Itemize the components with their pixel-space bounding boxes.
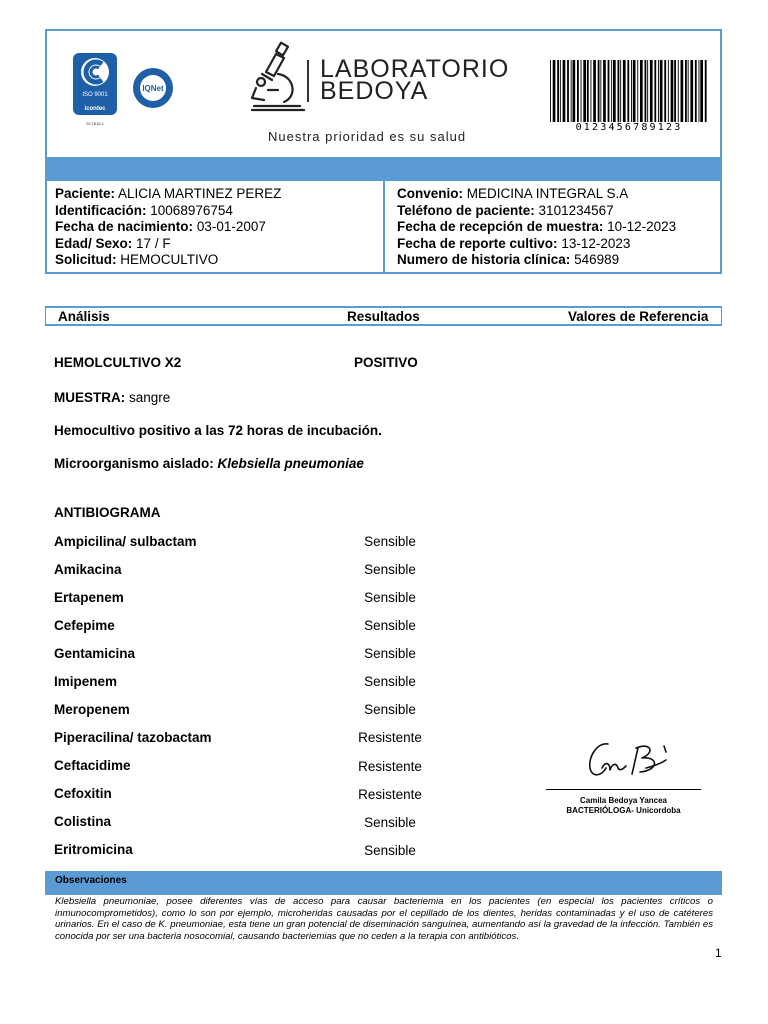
observations-text: Klebsiella pneumoniae, posee diferentes vías de acceso para causar bacteriemia en los pacientes (en especial los pacientes críticos o inmunocomprometidos), como lo son por ejemplo, microheridas causadas por el cepillado de los dientes, heridas contaminadas y el uso de catéteres urinarios. En el caso de K. pneumoniae, esta tiene un gran potencial de diseminación sanguínea, aumentando así la gravedad de la infección. También es conocida por ser una bacteria nosocomial, causando bacteriemias que no ceden a la terapia con antibióticos. (55, 896, 713, 942)
lab-name: LABORATORIO BEDOYA (320, 55, 510, 105)
barcode-bar (647, 60, 648, 122)
barcode-bar (618, 60, 620, 122)
antibiotic-name: Cefepime (54, 618, 115, 633)
iso-certification-logo (70, 50, 120, 130)
barcode-bar (608, 60, 610, 122)
antibiotic-result: Resistente (358, 787, 422, 802)
barcode-bar (699, 60, 700, 122)
page-number: 1 (715, 946, 722, 960)
antibiotic-result: Resistente (358, 759, 422, 774)
patient-dob-row: Fecha de nacimiento: 03-01-2007 (55, 219, 266, 234)
report-info (397, 186, 676, 269)
barcode-bar (627, 60, 629, 122)
barcode-number: 0123456789123 (575, 122, 683, 133)
column-analysis: Análisis (58, 309, 110, 324)
patient-request-row: Solicitud: HEMOCULTIVO (55, 252, 219, 267)
antibiotic-name: Cefoxitin (54, 786, 112, 801)
svg-text:SC7818-1: SC7818-1 (85, 121, 105, 126)
antibiotic-name: Eritromicina (54, 842, 133, 857)
barcode-bar (577, 60, 579, 122)
column-results: Resultados (347, 309, 420, 324)
barcode-bar (603, 60, 606, 122)
barcode-bar (681, 60, 684, 122)
barcode-bar (563, 60, 566, 122)
barcode-bar (678, 60, 679, 122)
antibiotic-name: Piperacilina/ tazobactam (54, 730, 212, 745)
handwritten-signature (580, 738, 690, 788)
barcode-bar (571, 60, 572, 122)
barcode-bar (567, 60, 569, 122)
barcode-bar (671, 60, 674, 122)
antibiotic-name: Ertapenem (54, 590, 124, 605)
antibiotic-result: Sensible (364, 562, 416, 577)
barcode-bar (640, 60, 643, 122)
antibiotic-result: Sensible (364, 590, 416, 605)
barcode-bar (573, 60, 576, 122)
barcode-bar (550, 60, 551, 122)
test-result: POSITIVO (354, 355, 418, 370)
barcode-bar (620, 60, 621, 122)
barcode (548, 60, 710, 122)
barcode-bar (587, 60, 589, 122)
barcode-bar (583, 60, 586, 122)
barcode-bar (611, 60, 612, 122)
signer-name: Camila Bedoya Yancea (579, 796, 667, 805)
barcode-bar (654, 60, 656, 122)
barcode-bar (685, 60, 687, 122)
barcode-bar (668, 60, 669, 122)
sample-row: MUESTRA: sangre (54, 390, 171, 405)
antibiotic-name: Gentamicina (54, 646, 136, 661)
barcode-bar (591, 60, 592, 122)
antibiotic-name: Imipenem (54, 674, 118, 689)
patient-info (55, 186, 281, 269)
patient-id-row: Identificación: 10068976754 (55, 202, 233, 218)
svg-text:icontec: icontec (84, 106, 106, 112)
barcode-bar (553, 60, 556, 122)
barcode-bar (658, 60, 659, 122)
barcode-bar (631, 60, 632, 122)
barcode-bar (688, 60, 689, 122)
column-reference: Valores de Referencia (568, 309, 709, 324)
barcode-bar (557, 60, 559, 122)
iqnet-certification-logo (132, 67, 174, 109)
organism-row: Microorganismo aislado: Klebsiella pneumoniae (54, 456, 364, 471)
antibiotic-result: Sensible (364, 534, 416, 549)
header-band (45, 157, 722, 181)
barcode-bar (623, 60, 626, 122)
patient-age-row: Edad/ Sexo: 17 / F (55, 235, 171, 251)
microscope-logo-icon (248, 40, 308, 115)
barcode-bar (674, 60, 676, 122)
barcode-bar (600, 60, 601, 122)
antibiotic-name: Ceftacidime (54, 758, 131, 773)
svg-text:ISO 9001: ISO 9001 (82, 92, 108, 98)
report-date-row: Fecha de reporte cultivo: 13-12-2023 (397, 235, 631, 251)
incubation-note: Hemocultivo positivo a las 72 horas de incubación. (54, 423, 382, 438)
received-date-row: Fecha de recepción de muestra: 10-12-2023 (397, 219, 677, 234)
signature-line (546, 789, 701, 790)
logo-separator (307, 60, 309, 102)
antibiotic-result: Sensible (364, 843, 416, 858)
svg-text:IQNet: IQNet (142, 84, 164, 93)
barcode-bar (637, 60, 638, 122)
agreement-row: Convenio: MEDICINA INTEGRAL S.A (397, 186, 629, 201)
antibiotic-name: Ampicilina/ sulbactam (54, 534, 197, 549)
antibiotic-result: Sensible (364, 618, 416, 633)
barcode-bar (598, 60, 600, 122)
antibiotic-result: Sensible (364, 674, 416, 689)
barcode-bar (690, 60, 693, 122)
antibiotic-name: Colistina (54, 814, 112, 829)
signer-title: BACTERIÓLOGA- Unicordoba (566, 806, 681, 815)
observations-band (45, 871, 722, 895)
antibiotic-name: Meropenem (54, 702, 130, 717)
barcode-bar (593, 60, 596, 122)
barcode-bar (633, 60, 636, 122)
barcode-bar (560, 60, 561, 122)
barcode-bar (613, 60, 616, 122)
lab-slogan: Nuestra prioridad es su salud (268, 129, 467, 144)
test-name: HEMOLCULTIVO X2 (54, 355, 182, 370)
phone-row: Teléfono de paciente: 3101234567 (397, 202, 614, 218)
record-number-row: Numero de historia clínica: 546989 (397, 252, 620, 267)
signer-info (546, 796, 701, 816)
barcode-bar (700, 60, 703, 122)
barcode-bar (664, 60, 666, 122)
observations-title: Observaciones (55, 875, 127, 886)
antibiotic-result: Sensible (364, 815, 416, 830)
antibiogram-title: ANTIBIOGRAMA (54, 505, 161, 520)
results-table-header (45, 306, 722, 326)
barcode-bar (660, 60, 663, 122)
barcode-bar (650, 60, 653, 122)
antibiotic-result: Sensible (364, 702, 416, 717)
barcode-bar (705, 60, 707, 122)
barcode-bar (645, 60, 647, 122)
antibiotic-result: Resistente (358, 730, 422, 745)
patient-name-row: Paciente: ALICIA MARTINEZ PEREZ (55, 186, 282, 201)
antibiotic-name: Amikacina (54, 562, 122, 577)
barcode-bar (695, 60, 697, 122)
antibiotic-result: Sensible (364, 646, 416, 661)
barcode-bar (581, 60, 582, 122)
